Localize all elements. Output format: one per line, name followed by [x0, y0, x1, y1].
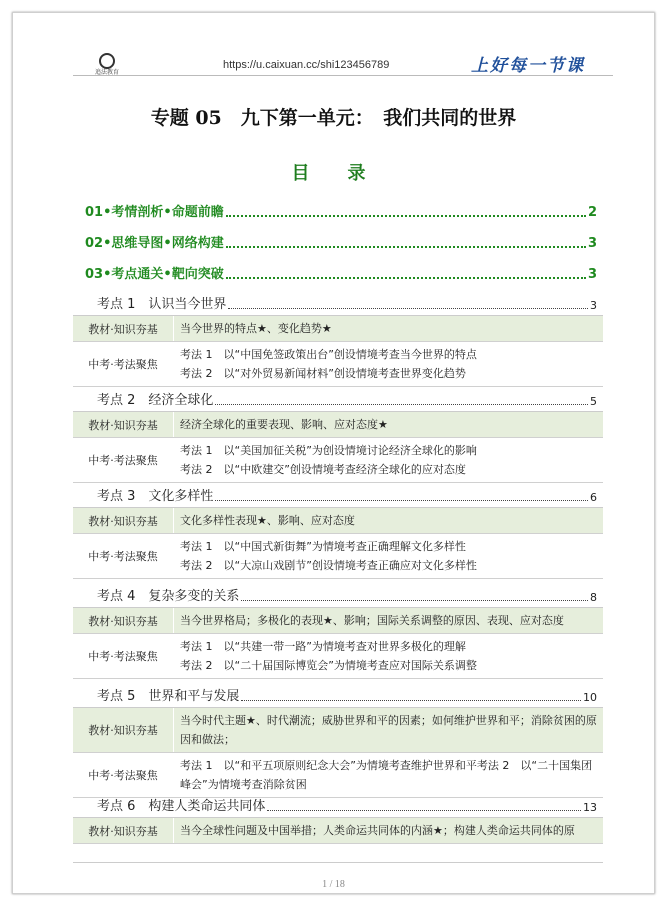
material-label: 教材·知识夯基	[73, 708, 174, 752]
toc-leader-dots	[228, 308, 588, 309]
section-table	[73, 607, 603, 679]
toc-main-entry-page: 3	[587, 236, 597, 251]
toc-section-entry[interactable]	[97, 585, 597, 604]
section-table	[73, 315, 603, 387]
toc-main-entry[interactable]	[85, 263, 597, 282]
toc-leader-dots	[226, 246, 586, 248]
exam-row	[73, 753, 603, 798]
footer-divider	[73, 862, 603, 863]
toc-leader-dots	[267, 810, 581, 811]
material-row	[73, 508, 603, 534]
exam-row	[73, 634, 603, 679]
toc-main-entry-page: 2	[587, 205, 597, 220]
section-label: 考点 5 世界和平与发展	[97, 689, 240, 704]
exam-item: 考法 2 以“中欧建交”创设情境考查经济全球化的应对态度	[180, 463, 466, 476]
exam-item: 考法 1 以“和平五项原则纪念大会”为情境考查维护世界和平考法 2 以“二十国集团峰会”为情境考查消除贫困	[180, 759, 593, 791]
header-slogan: 上好每一节课	[471, 56, 585, 76]
exam-item: 考法 1 以“中国免签政策出台”创设情境考查当今世界的特点	[180, 348, 477, 361]
toc-main-entry-label: 01•考情剖析•命题前瞻	[85, 205, 224, 220]
material-content: 文化多样性表现★、影响、应对态度	[174, 508, 603, 533]
toc-main-entry-page: 3	[587, 267, 597, 282]
toc-section-entry[interactable]	[97, 389, 597, 408]
material-content: 当今世界的特点★、变化趋势★	[174, 316, 603, 341]
material-row	[73, 818, 603, 844]
section-label: 考点 2 经济全球化	[97, 393, 214, 408]
section-page: 5	[590, 395, 597, 408]
material-row	[73, 316, 603, 342]
toc-heading: 目 录	[291, 163, 376, 184]
page-number: 1 / 18	[322, 879, 345, 890]
section-page: 3	[590, 299, 597, 312]
section-page: 6	[590, 491, 597, 504]
exam-row	[73, 342, 603, 387]
toc-main-entry-label: 03•考点通关•靶向突破	[85, 267, 224, 282]
exam-content	[174, 438, 603, 482]
material-content: 经济全球化的重要表现、影响、应对态度★	[174, 412, 603, 437]
toc-leader-dots	[241, 700, 581, 701]
toc-section-entry[interactable]	[97, 485, 597, 504]
toc-leader-dots	[241, 600, 588, 601]
exam-item: 考法 2 以“二十届国际博览会”为情境考查应对国际关系调整	[180, 659, 477, 672]
logo-icon	[99, 53, 115, 69]
brand-logo	[95, 53, 119, 77]
material-label: 教材·知识夯基	[73, 608, 174, 633]
material-row	[73, 412, 603, 438]
section-page: 8	[590, 591, 597, 604]
exam-item: 考法 2 以“大凉山戏剧节”创设情境考查正确应对文化多样性	[180, 559, 477, 572]
material-content: 当今世界格局；多极化的表现★、影响；国际关系调整的原因、表现、应对态度	[174, 608, 603, 633]
exam-item: 考法 1 以“共建一带一路”为情境考查对世界多极化的理解	[180, 640, 466, 653]
page-title: 专题 05 九下第一单元： 我们共同的世界	[150, 107, 517, 129]
section-table	[73, 707, 603, 798]
material-label: 教材·知识夯基	[73, 508, 174, 533]
section-table	[73, 817, 603, 844]
material-content: 当今全球性问题及中国举措；人类命运共同体的内涵★；构建人类命运共同体的原	[174, 818, 603, 843]
section-page: 10	[583, 691, 597, 704]
exam-item: 考法 1 以“中国式新街舞”为情境考查正确理解文化多样性	[180, 540, 466, 553]
toc-leader-dots	[226, 215, 586, 217]
exam-content	[174, 634, 603, 678]
exam-row	[73, 438, 603, 483]
section-label: 考点 1 认识当今世界	[97, 297, 227, 312]
material-label: 教材·知识夯基	[73, 818, 174, 843]
exam-label: 中考·考法聚焦	[73, 753, 174, 797]
toc-section-entry[interactable]	[97, 293, 597, 312]
toc-section-entry[interactable]	[97, 685, 597, 704]
document-page	[12, 12, 655, 894]
section-table	[73, 411, 603, 483]
section-page: 13	[583, 801, 597, 814]
exam-content	[174, 753, 603, 797]
exam-content	[174, 342, 603, 386]
material-row	[73, 608, 603, 634]
material-label: 教材·知识夯基	[73, 316, 174, 341]
toc-leader-dots	[215, 500, 588, 501]
exam-label: 中考·考法聚焦	[73, 342, 174, 386]
section-label: 考点 6 构建人类命运共同体	[97, 799, 266, 814]
toc-leader-dots	[215, 404, 588, 405]
toc-main-entry[interactable]	[85, 232, 597, 251]
exam-label: 中考·考法聚焦	[73, 438, 174, 482]
page-header	[13, 13, 654, 83]
exam-label: 中考·考法聚焦	[73, 634, 174, 678]
exam-label: 中考·考法聚焦	[73, 534, 174, 578]
toc-section-entry[interactable]	[97, 795, 597, 814]
section-label: 考点 4 复杂多变的关系	[97, 589, 240, 604]
header-divider	[73, 75, 613, 76]
material-content: 当今时代主题★、时代潮流；威胁世界和平的因素；如何维护世界和平；消除贫困的原因和做法；	[174, 708, 603, 752]
material-label: 教材·知识夯基	[73, 412, 174, 437]
exam-row	[73, 534, 603, 579]
toc-main-entry[interactable]	[85, 201, 597, 220]
section-table	[73, 507, 603, 579]
section-label: 考点 3 文化多样性	[97, 489, 214, 504]
toc-leader-dots	[226, 277, 586, 279]
toc-main-entry-label: 02•思维导图•网络构建	[85, 236, 224, 251]
material-row	[73, 708, 603, 753]
logo-text: 追法教育	[95, 69, 120, 76]
exam-content	[174, 534, 603, 578]
exam-item: 考法 2 以“对外贸易新闻材料”创设情境考查世界变化趋势	[180, 367, 466, 380]
header-url: https://u.caixuan.cc/shi123456789	[223, 59, 390, 71]
exam-item: 考法 1 以“美国加征关税”为创设情境讨论经济全球化的影响	[180, 444, 477, 457]
